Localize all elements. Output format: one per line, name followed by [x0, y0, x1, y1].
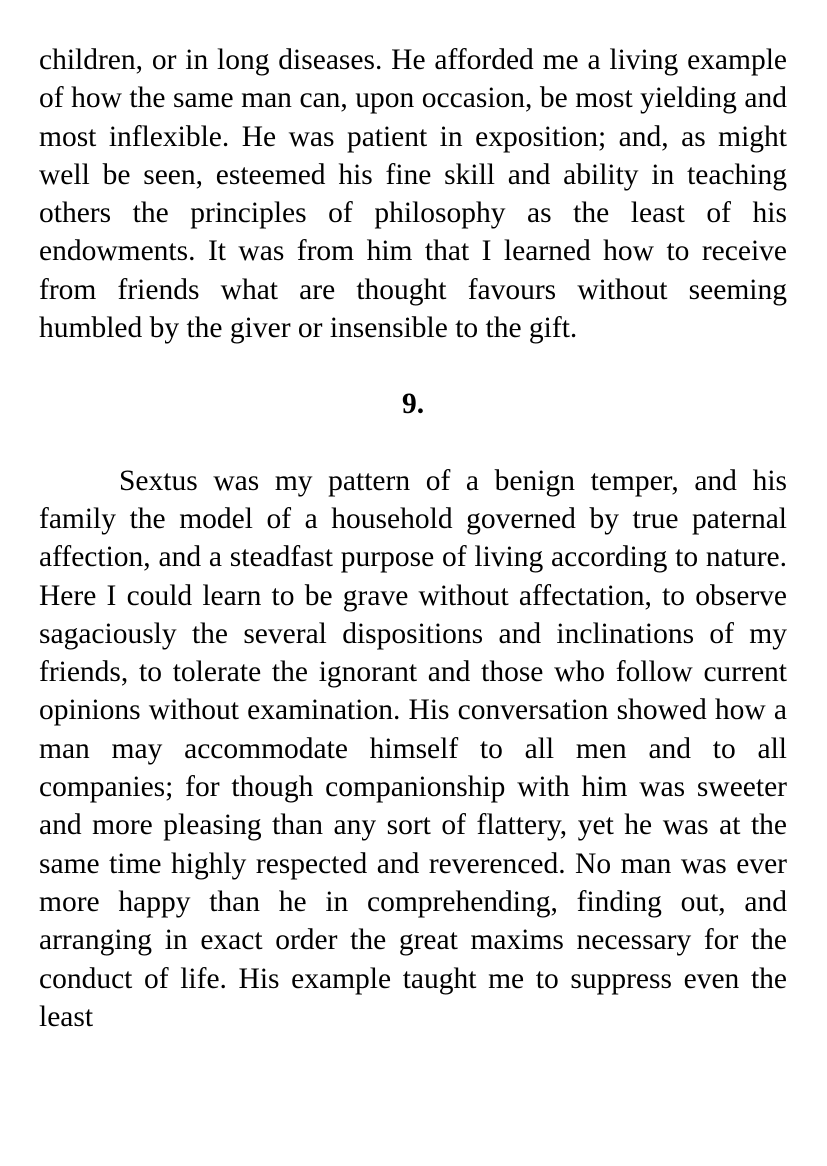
section-number: 9. — [401, 388, 425, 421]
document-page — [39, 41, 787, 1036]
section-paragraph: Sextus was my pattern of a benign temper, and his family the model of a household governed by true paternal affection, and a steadfast purpose of living according to nature. Here I could learn to be grave without affectation, to observe sagaciously the several dispositions and inclinations of my friends, to tolerate the ignorant and those who follow current opinions without examination. His conversation showed how a man may accommodate himself to all men and to all companies; for though companionship with him was sweeter and more pleasing than any sort of flattery, yet he was at the same time highly respected and reverenced. No man was ever more happy than he in comprehending, finding out, and arranging in exact order the great maxims necessary for the conduct of life. His example taught me to suppress even the least — [39, 464, 787, 1033]
spacer — [39, 347, 787, 385]
spacer — [39, 424, 787, 462]
paragraph-continued: children, or in long diseases. He afforded me a living example of how the same man can, upon occasion, be most yielding and most inflexible. He was patient in exposition; and, as might well be seen, esteemed his fine skill and ability in teaching others the principles of philosophy as the least of his endowments. It was from him that I learned how to receive from friends what are thought favours without seeming humbled by the giver or insensible to the gift. — [39, 44, 787, 345]
